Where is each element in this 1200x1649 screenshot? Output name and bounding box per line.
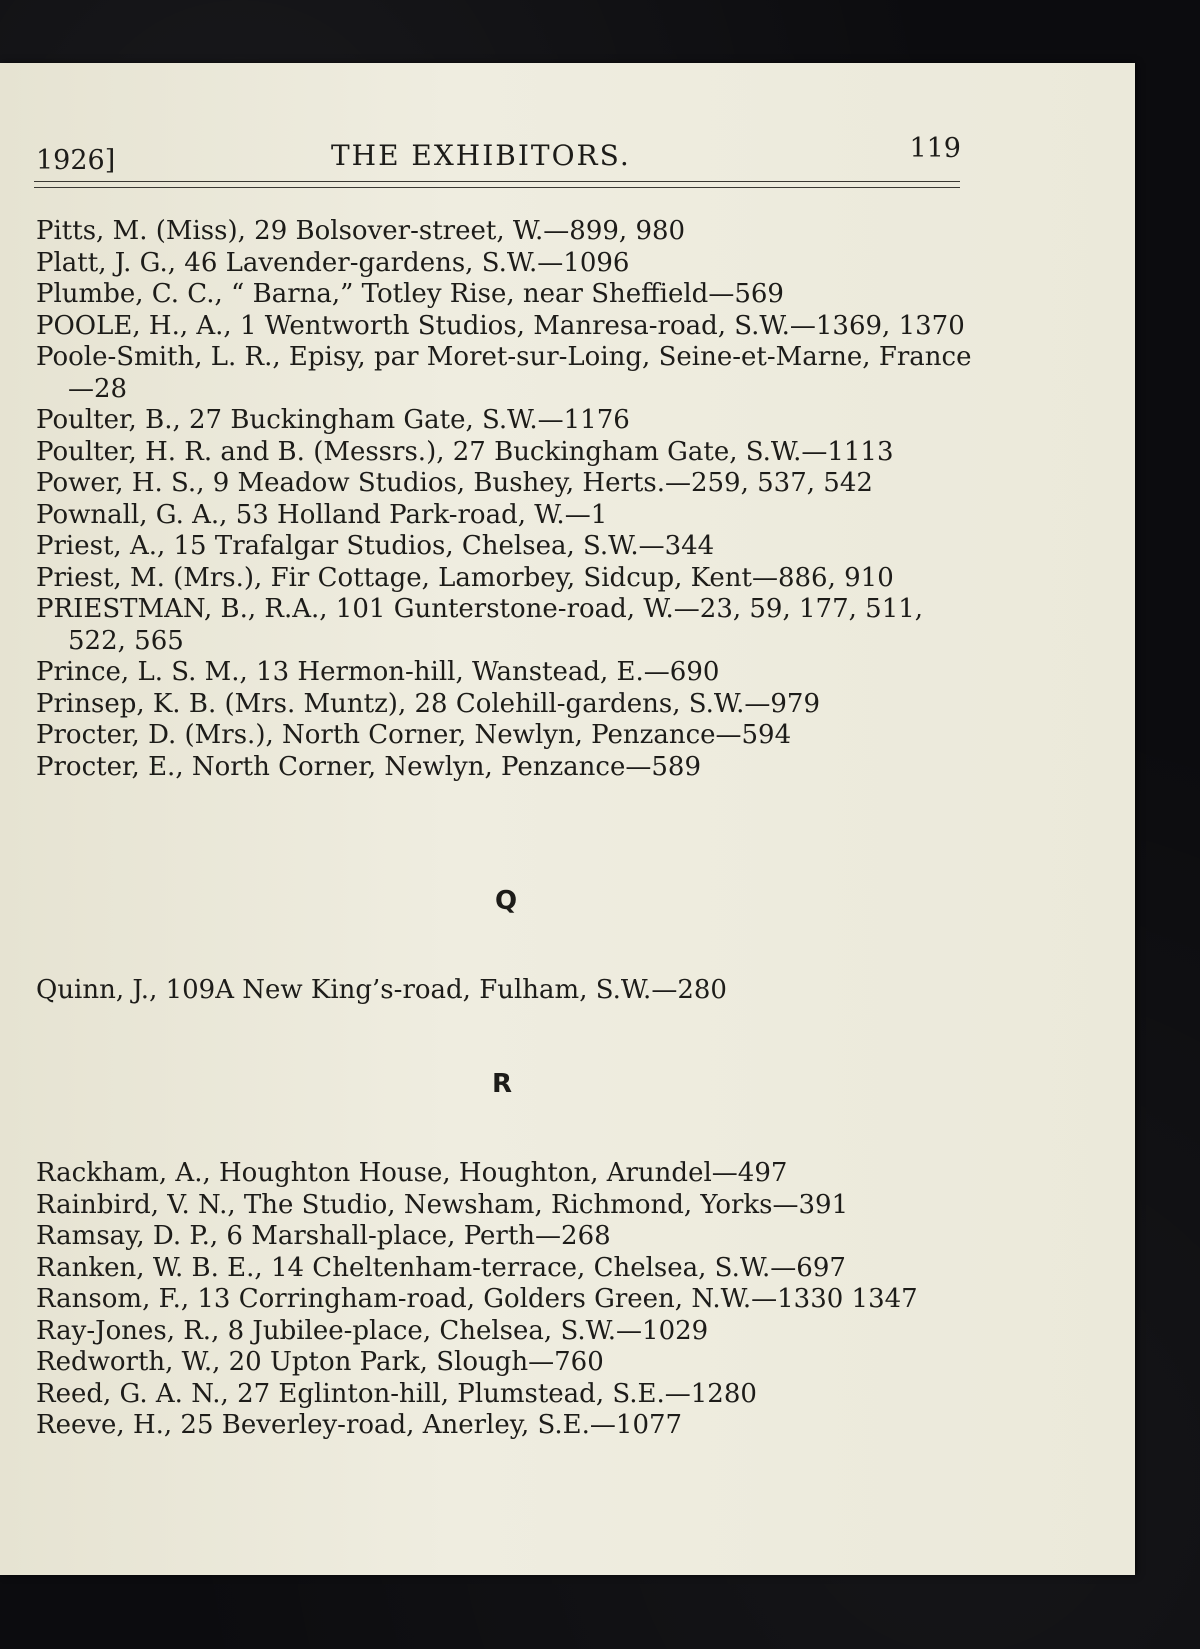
page-number: 119 [909,133,961,164]
exhibitor-entry: Poulter, H. R. and B. (Messrs.), 27 Buckingham Gate, S.W.—1113 [36,436,894,467]
exhibitor-entry: Poulter, B., 27 Buckingham Gate, S.W.—1176 [36,405,630,435]
section-letter-r: R [491,1069,513,1099]
exhibitor-entry: Procter, D. (Mrs.), North Corner, Newlyn, Penzance—594 [36,720,792,750]
section-letter-q: Q [494,886,518,916]
running-header [36,133,961,183]
header-rule [34,181,960,182]
exhibitor-list-r [36,1158,976,1442]
exhibitor-entry: Priest, M. (Mrs.), Fir Cottage, Lamorbey, Sidcup, Kent—886, 910 [36,562,894,593]
exhibitor-list-q [36,975,976,1007]
exhibitor-entry: Prince, L. S. M., 13 Hermon-hill, Wanstead, E.—690 [36,657,720,687]
exhibitor-entry: Prinsep, K. B. (Mrs. Muntz), 28 Colehill-gardens, S.W.—979 [36,688,820,719]
exhibitor-entry: Poole-Smith, L. R., Episy, par Moret-sur-Loing, Seine-et-Marne, France—28 [36,342,972,404]
exhibitor-entry: Redworth, W., 20 Upton Park, Slough—760 [36,1347,604,1377]
exhibitor-entry: Reed, G. A. N., 27 Eglinton-hill, Plumstead, S.E.—1280 [36,1378,757,1409]
exhibitor-entry: POOLE, H., A., 1 Wentworth Studios, Manresa-road, S.W.—1369, 1370 [36,310,965,341]
exhibitor-entry: Plumbe, C. C., “ Barna,” Totley Rise, near Sheffield—569 [36,279,784,309]
exhibitor-entry: Ranken, W. B. E., 14 Cheltenham-terrace, Chelsea, S.W.—697 [36,1252,846,1283]
header-title: THE EXHIBITORS. [331,139,631,172]
book-page [0,63,1135,1575]
exhibitor-entry: Rainbird, V. N., The Studio, Newsham, Richmond, Yorks—391 [36,1189,849,1220]
exhibitor-entry: Platt, J. G., 46 Lavender-gardens, S.W.—1096 [36,247,630,278]
header-year: 1926] [36,145,116,176]
exhibitor-entry: Quinn, J., 109A New King’s-road, Fulham, S.W.—280 [36,975,727,1005]
exhibitor-entry: Rackham, A., Houghton House, Houghton, Arundel—497 [36,1158,788,1188]
exhibitor-entry: Priest, A., 15 Trafalgar Studios, Chelsea, S.W.—344 [36,531,715,561]
exhibitor-entry: Ransom, F., 13 Corringham-road, Golders Green, N.W.—1330 1347 [36,1284,918,1314]
exhibitor-entry: Reeve, H., 25 Beverley-road, Anerley, S.E.—1077 [36,1410,683,1440]
header-rule-thin [34,187,960,188]
exhibitor-entry: Procter, E., North Corner, Newlyn, Penzance—589 [36,751,701,782]
exhibitor-entry: PRIESTMAN, B., R.A., 101 Gunterstone-road, W.—23, 59, 177, 511, 522, 565 [36,594,924,656]
exhibitor-list-p [36,216,976,783]
exhibitor-entry: Ray-Jones, R., 8 Jubilee-place, Chelsea, S.W.—1029 [36,1315,709,1346]
exhibitor-entry: Pitts, M. (Miss), 29 Bolsover-street, W.—899, 980 [36,216,686,246]
exhibitor-entry: Power, H. S., 9 Meadow Studios, Bushey, Herts.—259, 537, 542 [36,468,873,498]
exhibitor-entry: Ramsay, D. P., 6 Marshall-place, Perth—268 [36,1221,611,1251]
exhibitor-entry: Pownall, G. A., 53 Holland Park-road, W.—1 [36,499,608,530]
